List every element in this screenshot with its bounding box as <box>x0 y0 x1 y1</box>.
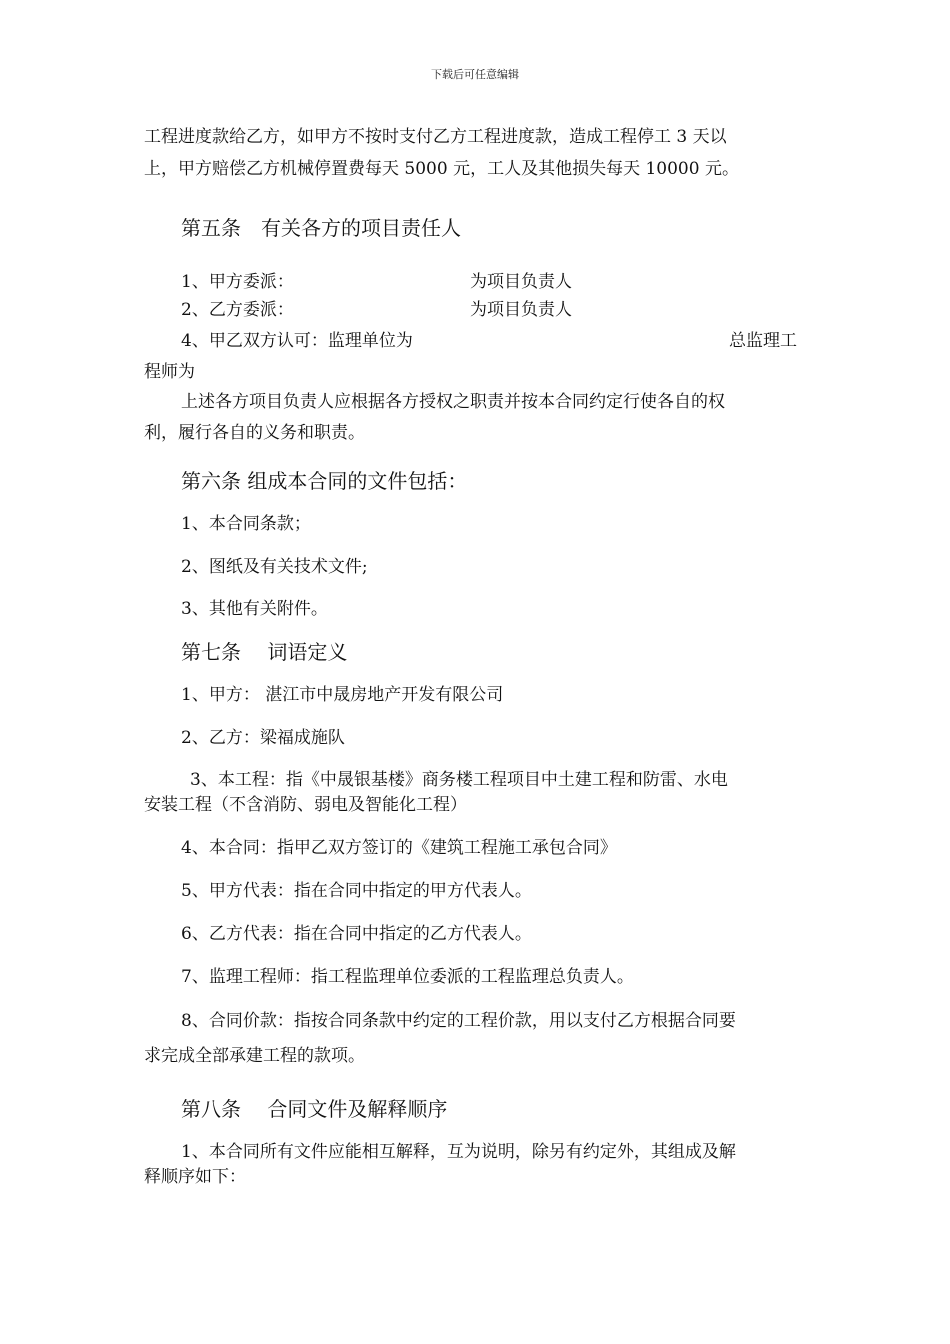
list-item-value: 为项目负责人 <box>470 272 572 292</box>
article-6-title: 第六条 组成本合同的文件包括： <box>181 469 468 493</box>
list-item: 4、本合同：指甲乙双方签订的《建筑工程施工承包合同》 <box>181 838 617 858</box>
list-item: 3、本工程：指《中晟银基楼》商务楼工程项目中土建工程和防雷、水电 <box>190 770 728 790</box>
list-item: 2、乙方：梁福成施队 <box>181 728 345 748</box>
list-item-continuation: 安装工程（不含消防、弱电及智能化工程） <box>144 795 467 815</box>
article-8-title: 第八条 合同文件及解释顺序 <box>181 1097 448 1121</box>
list-item: 2、图纸及有关技术文件; <box>181 557 368 577</box>
paragraph-line: 利，履行各自的义务和职责。 <box>144 423 365 443</box>
list-item: 7、监理工程师：指工程监理单位委派的工程监理总负责人。 <box>181 967 634 987</box>
list-item-continuation: 释顺序如下： <box>144 1167 246 1187</box>
article-5-title: 第五条 有关各方的项目责任人 <box>181 216 461 240</box>
list-item: 1、本合同条款； <box>181 514 311 534</box>
list-item: 2、乙方委派： <box>181 300 294 320</box>
list-item: 4、甲乙双方认可：监理单位为 <box>181 331 413 351</box>
article-7-title: 第七条 词语定义 <box>181 640 348 664</box>
list-item-continuation: 程师为 <box>144 362 195 382</box>
list-item: 1、本合同所有文件应能相互解释，互为说明，除另有约定外，其组成及解 <box>181 1142 736 1162</box>
list-item: 8、合同价款：指按合同条款中约定的工程价款，用以支付乙方根据合同要 <box>181 1011 736 1031</box>
list-item: 1、甲方： 湛江市中晟房地产开发有限公司 <box>181 685 504 705</box>
header-note: 下载后可任意编辑 <box>431 68 519 81</box>
list-item-value: 总监理工 <box>729 331 797 351</box>
list-item: 3、其他有关附件。 <box>181 599 328 619</box>
paragraph-line: 上，甲方赔偿乙方机械停置费每天 5000 元，工人及其他损失每天 10000 元。 <box>144 159 739 179</box>
list-item-continuation: 求完成全部承建工程的款项。 <box>144 1046 365 1066</box>
list-item-value: 为项目负责人 <box>470 300 572 320</box>
list-item: 6、乙方代表：指在合同中指定的乙方代表人。 <box>181 924 532 944</box>
paragraph-line: 上述各方项目负责人应根据各方授权之职责并按本合同约定行使各自的权 <box>181 392 725 412</box>
list-item: 1、甲方委派： <box>181 272 294 292</box>
list-item: 5、甲方代表：指在合同中指定的甲方代表人。 <box>181 881 532 901</box>
paragraph-line: 工程进度款给乙方，如甲方不按时支付乙方工程进度款，造成工程停工 3 天以 <box>144 127 727 147</box>
